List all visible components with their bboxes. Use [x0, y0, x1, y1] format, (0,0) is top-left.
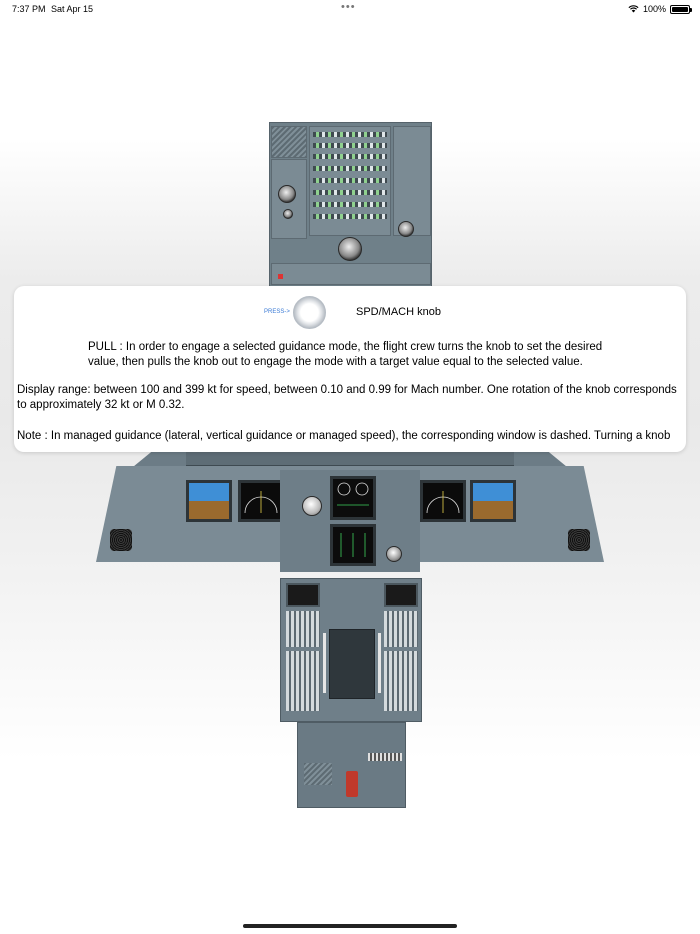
right-speaker-icon: [568, 529, 590, 551]
popup-title: SPD/MACH knob: [356, 306, 441, 318]
nd-arc-icon: [423, 483, 463, 519]
status-time: 7:37 PM: [12, 4, 46, 14]
left-radio-panel[interactable]: [286, 651, 320, 711]
overhead-right-column[interactable]: [393, 126, 431, 236]
overhead-bottom-strip[interactable]: [271, 263, 431, 285]
info-popup: [14, 286, 686, 452]
fo-nd[interactable]: [420, 480, 466, 522]
ecam-engine-icon: [333, 479, 373, 517]
battery-percent: 100%: [642, 4, 666, 14]
speedbrake-lever[interactable]: [323, 633, 326, 693]
annunciator-row[interactable]: [313, 166, 387, 171]
battery-icon: [670, 5, 690, 14]
rudder-trim-panel[interactable]: [368, 753, 402, 761]
right-radio-panel[interactable]: [384, 651, 418, 711]
status-date: Sat Apr 15: [51, 4, 94, 14]
captain-pfd[interactable]: [186, 480, 232, 522]
status-bar: [0, 0, 700, 18]
press-label[interactable]: PRESS->: [264, 309, 290, 315]
nd-arc-icon: [241, 483, 281, 519]
fo-pfd[interactable]: [470, 480, 516, 522]
lower-ecam[interactable]: [330, 524, 376, 566]
overhead-center-knob[interactable]: [338, 237, 362, 261]
annunciator-row[interactable]: [313, 190, 387, 195]
multitasking-dots-icon[interactable]: •••: [341, 1, 356, 13]
overhead-warning-light[interactable]: [278, 274, 283, 279]
overhead-left-knob[interactable]: [278, 185, 296, 203]
left-mcdu-keypad[interactable]: [286, 611, 320, 647]
ecam-system-icon: [333, 527, 373, 563]
pedestal: [280, 578, 422, 722]
annunciator-row[interactable]: [313, 143, 387, 148]
upper-ecam[interactable]: [330, 476, 376, 520]
overhead-panel[interactable]: [269, 122, 432, 288]
home-indicator[interactable]: [243, 924, 457, 928]
spd-mach-knob-icon[interactable]: [293, 296, 326, 329]
parking-brake-handle[interactable]: [346, 771, 358, 797]
annunciator-row[interactable]: [313, 202, 387, 207]
left-speaker-icon: [110, 529, 132, 551]
lower-pedestal: [297, 722, 406, 808]
overhead-grille: [271, 126, 307, 158]
popup-paragraph-note: Note : In managed guidance (lateral, vertical guidance or managed speed), the corresponding window is dashed. Turning a knob: [17, 430, 671, 442]
annunciator-row[interactable]: [313, 132, 387, 137]
right-mcdu-screen[interactable]: [384, 583, 418, 607]
lower-pedestal-grille: [304, 763, 332, 785]
wifi-icon: [628, 5, 639, 13]
flaps-lever[interactable]: [378, 633, 381, 693]
right-mcdu-keypad[interactable]: [384, 611, 418, 647]
annunciator-row[interactable]: [313, 214, 387, 219]
popup-paragraph-range: Display range: between 100 and 399 kt for speed, between 0.10 and 0.99 for Mach number. One rotation of the knob corresponds to approximately 32 kt or M 0.32.: [17, 384, 677, 411]
left-mcdu-screen[interactable]: [286, 583, 320, 607]
popup-paragraph-pull: PULL : In order to engage a selected guidance mode, the flight crew turns the knob to set the desired value, then pulls the knob out to engage the mode with a target value equal to the selected value.: [88, 341, 603, 368]
annunciator-row[interactable]: [313, 154, 387, 159]
overhead-right-knob[interactable]: [398, 221, 414, 237]
captain-nd[interactable]: [238, 480, 284, 522]
status-right: [628, 4, 690, 14]
overhead-left-small-knob[interactable]: [283, 209, 293, 219]
standby-clock[interactable]: [386, 546, 402, 562]
standby-instrument[interactable]: [302, 496, 322, 516]
annunciator-row[interactable]: [313, 178, 387, 183]
thrust-levers[interactable]: [329, 629, 375, 699]
